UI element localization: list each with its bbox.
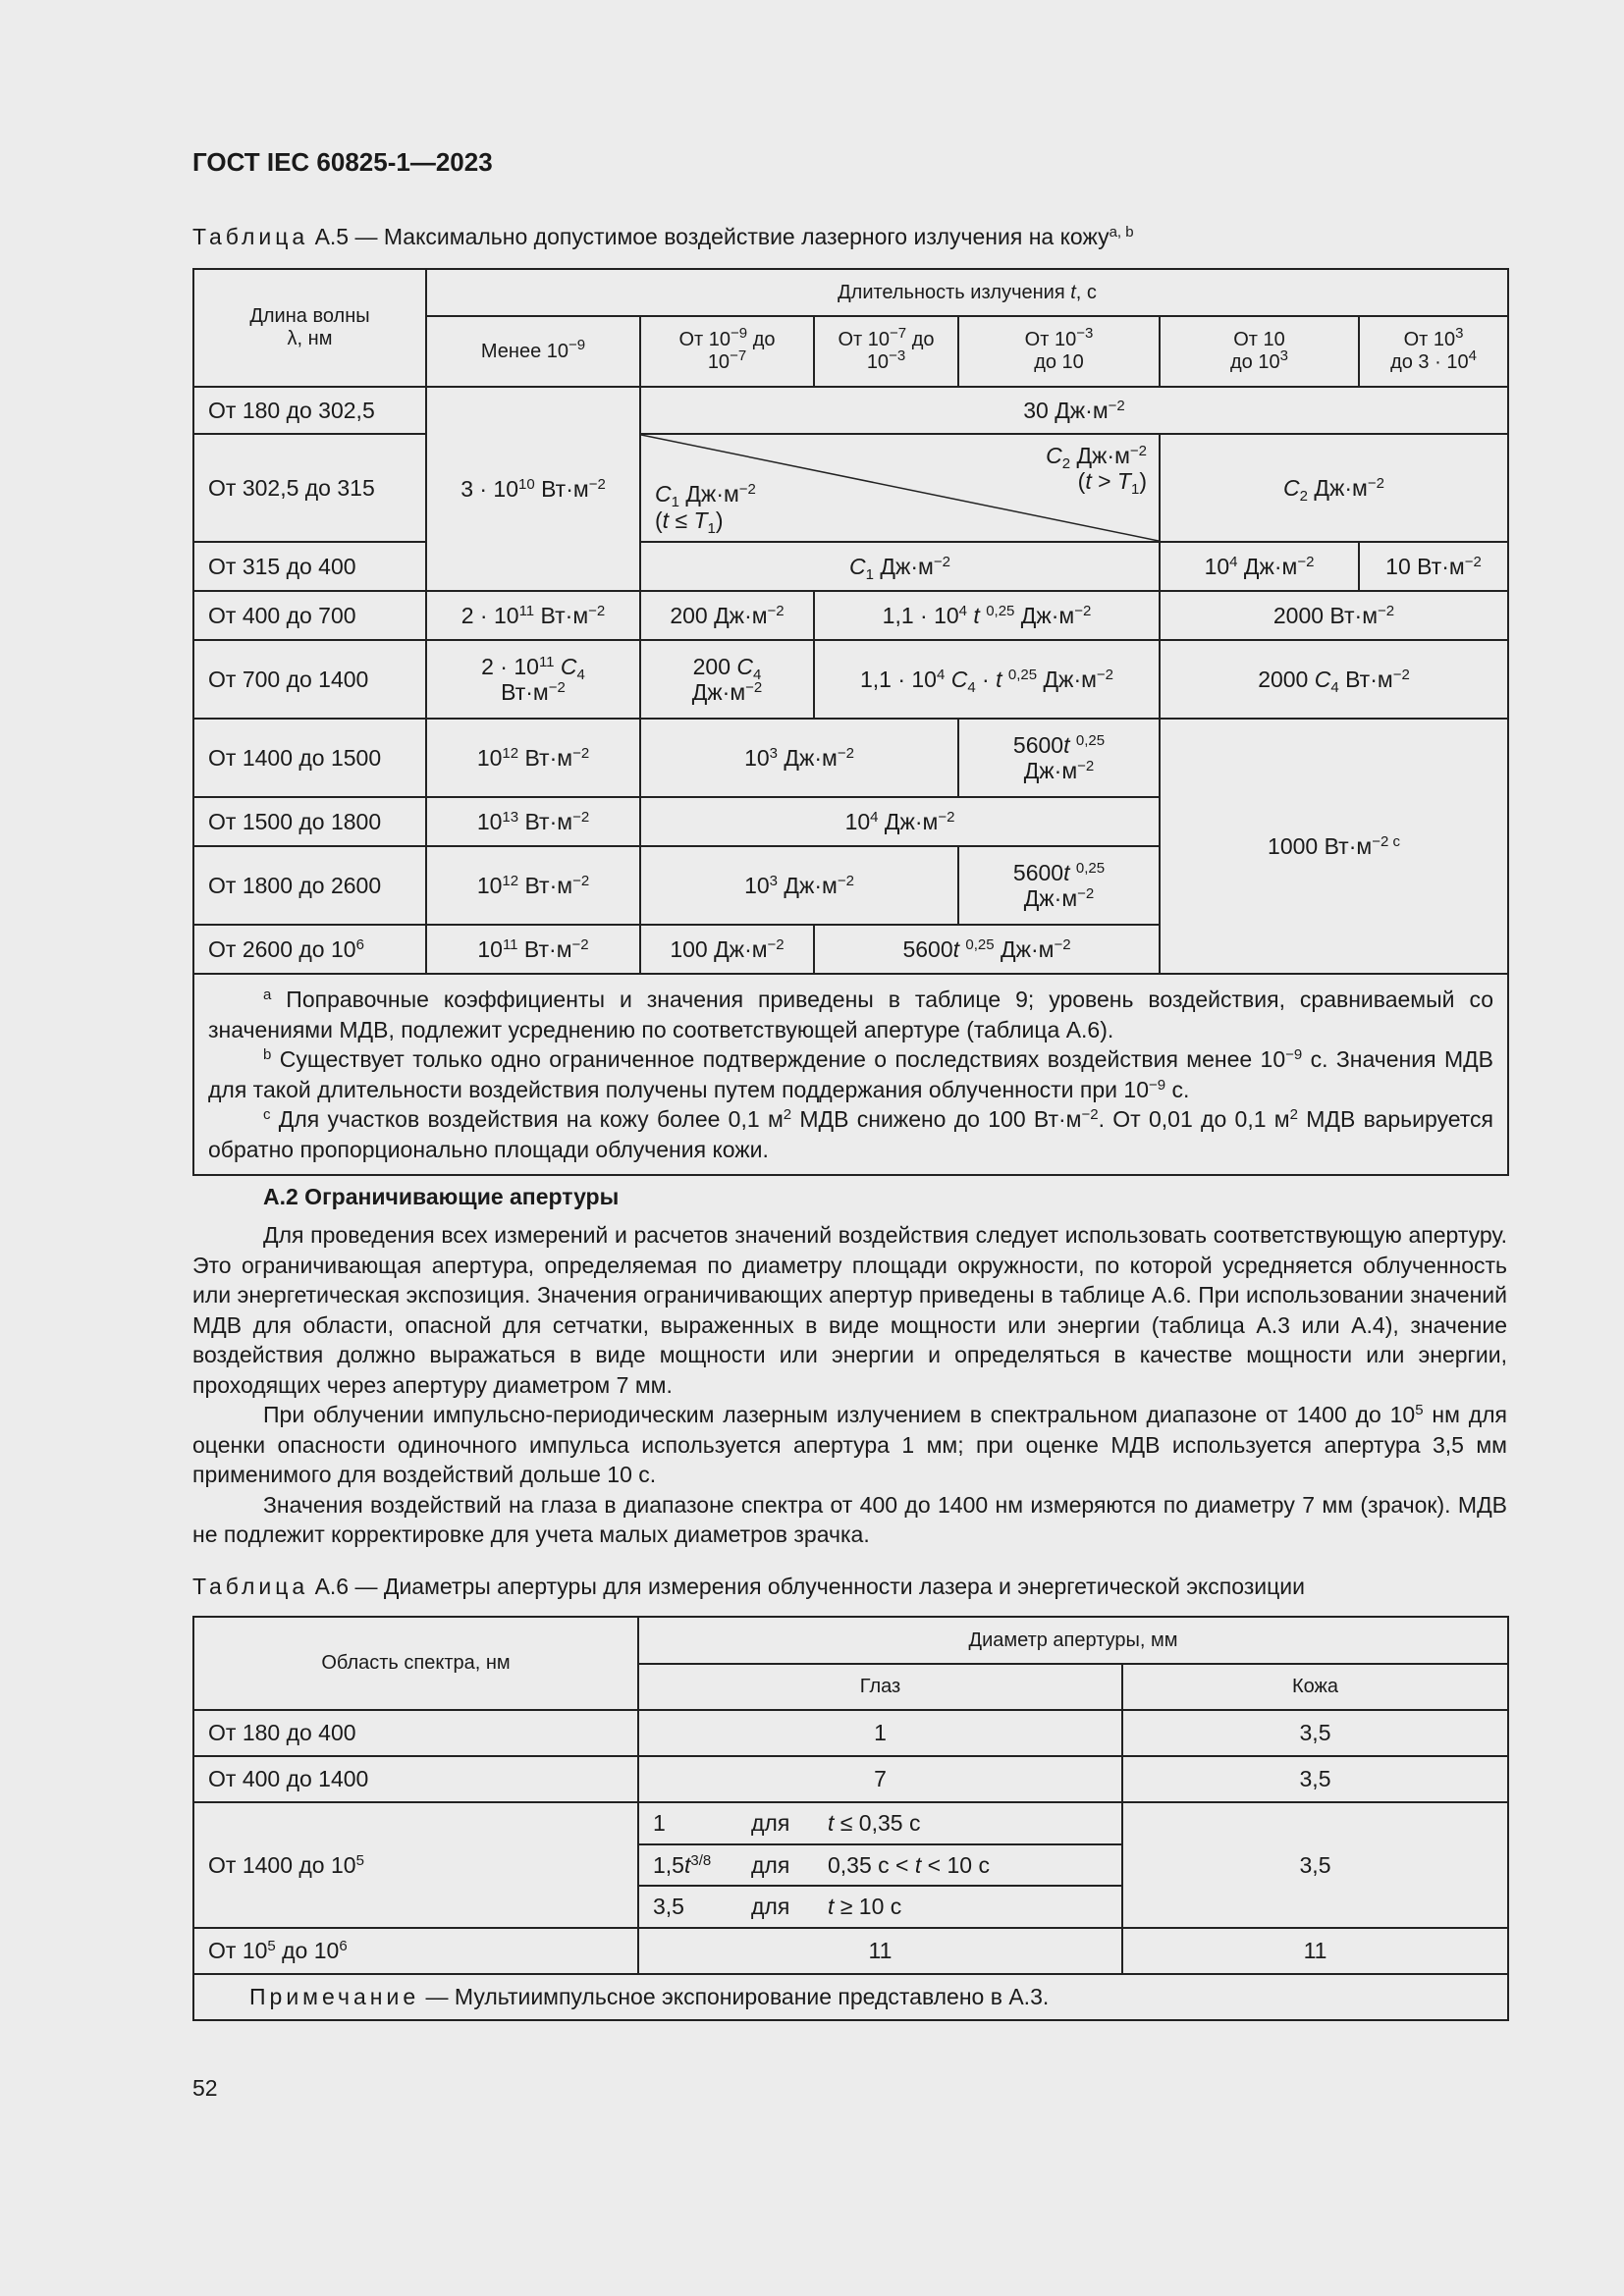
- cell-value: $3 \cdot 10^{10}$ $Вт\cdot м^{-2}$: [426, 387, 640, 591]
- range-6: От $10^3$ до $3 \cdot 10^4$: [1359, 316, 1508, 387]
- cell-value: $1,1 \cdot 10^4$ t $^{0,25}$ $Дж\cdot м^{-2}$: [814, 591, 1160, 640]
- row-label: От 1500 до 1800: [193, 797, 426, 846]
- cell-value: 10 $Вт\cdot м^{-2}$: [1359, 542, 1508, 591]
- row-label: От 400 до 1400: [193, 1756, 638, 1802]
- header-region: Область спектра, нм: [193, 1617, 638, 1710]
- cell-value: для: [737, 1803, 814, 1844]
- header-wavelength: Длина волны λ, нм: [193, 269, 426, 387]
- cell-value: 11: [1122, 1928, 1508, 1974]
- row-label: От 1400 до $10^5$: [193, 1802, 638, 1928]
- cell-value: 100 $Дж\cdot м^{-2}$: [640, 925, 814, 974]
- range-3: От $10^{-7}$ до $10^{-3}$: [814, 316, 958, 387]
- table-note: Примечание — Мультиимпульсное экспонирование представлено в А.3.: [193, 1974, 1508, 2020]
- cell-value: 200 $Дж\cdot м^{-2}$: [640, 591, 814, 640]
- section-title: А.2 Ограничивающие апертуры: [263, 1184, 620, 1209]
- cell-value: $C_2$ $Дж\cdot м^{-2}$ $(t > T_1)$: [1046, 443, 1147, 499]
- cell-value: 2000 $C_4$ $Вт\cdot м^{-2}$: [1160, 640, 1508, 719]
- range-1: Менее $10^{-9}$: [426, 316, 640, 387]
- row-label: От 302,5 до 315: [193, 434, 426, 542]
- cell-value: t ≤ 0,35 с: [814, 1803, 1121, 1844]
- cell-value: 5600t $^{0,25}$ $Дж\cdot м^{-2}$: [958, 846, 1160, 925]
- cell-value: 3,5: [1122, 1802, 1508, 1928]
- diagonal-cell: [640, 434, 1160, 542]
- paragraph: Значения воздействий на глаза в диапазоне спектра от 400 до 1400 нм измеряются по диаметру 7 мм (зрачок). МДВ не подлежит корректировке для учета малых диаметров зрачка.: [192, 1491, 1507, 1547]
- cell-value: 1000 $Вт\cdot м^{-2 c}$: [1160, 719, 1508, 974]
- section-body: [192, 1220, 1507, 1550]
- sub-table: [639, 1803, 1121, 1927]
- header-eye: Глаз: [638, 1664, 1122, 1710]
- cell-value: t ≥ 10 с: [828, 1894, 902, 1920]
- cell-value: $10^3$ $Дж\cdot м^{-2}$: [640, 846, 958, 925]
- cell-value: 200 $C_4$ $Дж\cdot м^{-2}$: [640, 640, 814, 719]
- row-label: От 1800 до 2600: [193, 846, 426, 925]
- cell-value: $2 \cdot 10^{11}$ $Вт\cdot м^{-2}$: [426, 591, 640, 640]
- row-label: От 180 до 400: [193, 1710, 638, 1756]
- cell-value: $1,5t^{3/8}$: [639, 1844, 737, 1886]
- footnote-a: $^a$ Поправочные коэффициенты и значения приведены в таблице 9; уровень воздействия, сравниваемый со значениями МДВ, подлежит усреднению по соответствующей апертуре (таблица А.6).: [208, 987, 1494, 1042]
- paragraph: Для проведения всех измерений и расчетов значений воздействия следует использовать соответствующую апертуру. Это ограничивающая апертура, определяемая по диаметру площади окружности, по которой усредняется облученность или энергетическая экспозиция. Значения ограничивающих апертур приведены в таблице А.6. При использовании значений МДВ для области, опасной для сетчатки, выраженных в виде мощности или энергии (таблица А.3 или А.4), значение воздействия должно выражаться в виде мощности или энергии и определяться в качестве мощности или энергии, проходящих через апертуру диаметром 7 мм.: [192, 1222, 1507, 1398]
- cell-value: $10^{11}$ $Вт\cdot м^{-2}$: [426, 925, 640, 974]
- table-a6: [192, 1616, 1509, 2021]
- row-label: От 2600 до $10^6$: [193, 925, 426, 974]
- footnote-b: $^b$ Существует только одно ограниченное подтверждение о последствиях воздействия менее $10^{-9}$ с. Значения МДВ для такой длительности воздействия получены путем поддержания облученности при $10^{-9}$ с.: [208, 1046, 1494, 1102]
- document-header: ГОСТ IEC 60825-1—2023: [192, 147, 493, 177]
- cell-value: 1: [639, 1803, 737, 1844]
- page-number: 52: [192, 2075, 218, 2101]
- cell-value: 5600t $^{0,25}$ $Дж\cdot м^{-2}$: [958, 719, 1160, 797]
- table-a5: [192, 268, 1509, 1176]
- cell-value: 3,5: [1122, 1756, 1508, 1802]
- row-label: От 315 до 400: [193, 542, 426, 591]
- cell-value: $C_1$ $Дж\cdot м^{-2}$: [640, 542, 1160, 591]
- cell-value: 30 $Дж\cdot м^{-2}$: [640, 387, 1508, 434]
- row-label: От 180 до 302,5: [193, 387, 426, 434]
- cell-value: $10^{12}$ $Вт\cdot м^{-2}$: [426, 846, 640, 925]
- cell-value: 5600t $^{0,25}$ $Дж\cdot м^{-2}$: [814, 925, 1160, 974]
- range-5: От 10 до $10^3$: [1160, 316, 1359, 387]
- row-label: От $10^5$ до $10^6$: [193, 1928, 638, 1974]
- cell-value: $10^{12}$ $Вт\cdot м^{-2}$: [426, 719, 640, 797]
- cell-value: 7: [638, 1756, 1122, 1802]
- cell-value: $10^3$ $Дж\cdot м^{-2}$: [640, 719, 958, 797]
- cell-value: 2000 $Вт\cdot м^{-2}$: [1160, 591, 1508, 640]
- cell-value: 0,35 с < t < 10 с: [814, 1844, 1121, 1886]
- cell-value: 3,5: [1122, 1710, 1508, 1756]
- footnote-c: $^c$ Для участков воздействия на кожу более 0,1 $м^2$ МДВ снижено до 100 $Вт\cdot м^{-2}$. От 0,01 до 0,1 $м^2$ МДВ варьируется обратно пропорционально площади облучения кожи.: [208, 1106, 1494, 1162]
- paragraph: При облучении импульсно-периодическим лазерным излучением в спектральном диапазоне от 1400 до $10^5$ нм для оценки опасности одиночного импульса используется апертура 1 мм; при оценке МДВ используется апертура 3,5 мм применимого для воздействий дольше 10 с.: [192, 1402, 1507, 1487]
- cell-value: $10^4$ $Дж\cdot м^{-2}$: [640, 797, 1160, 846]
- row-label: От 400 до 700: [193, 591, 426, 640]
- row-label: От 700 до 1400: [193, 640, 426, 719]
- cell-value: $1,1 \cdot 10^4$ $C_4 \cdot t$ $^{0,25}$ $Дж\cdot м^{-2}$: [814, 640, 1160, 719]
- cell-value: $10^{13}$ $Вт\cdot м^{-2}$: [426, 797, 640, 846]
- header-duration: Длительность излучения t, с: [426, 269, 1508, 316]
- range-4: От $10^{-3}$ до 10: [958, 316, 1160, 387]
- cell-value: $10^4$ $Дж\cdot м^{-2}$: [1160, 542, 1359, 591]
- table-a5-caption: Таблица А.5 — Максимально допустимое воздействие лазерного излучения на кожу$^{a, b}$: [192, 224, 1134, 249]
- table-a6-caption: Таблица А.6 — Диаметры апертуры для измерения облученности лазера и энергетической экспозиции: [192, 1574, 1305, 1599]
- cell-value: $C_2$ $Дж\cdot м^{-2}$: [1160, 434, 1508, 542]
- footnotes: [193, 974, 1508, 1175]
- cell-value: 11: [638, 1928, 1122, 1974]
- row-label: От 1400 до 1500: [193, 719, 426, 797]
- cell-value: 1: [638, 1710, 1122, 1756]
- header-diameter: Диаметр апертуры, мм: [638, 1617, 1508, 1664]
- sub-table-cell: [638, 1802, 1122, 1928]
- cell-value: $C_1$ $Дж\cdot м^{-2}$ $(t \le T_1)$: [655, 481, 756, 537]
- cell-value: $2 \cdot 10^{11}$ $C_4$ $Вт\cdot м^{-2}$: [426, 640, 640, 719]
- range-2: От $10^{-9}$ до $10^{-7}$: [640, 316, 814, 387]
- cell-value: 3,5: [653, 1894, 684, 1920]
- header-skin: Кожа: [1122, 1664, 1508, 1710]
- cell-value: для: [737, 1844, 814, 1886]
- cell-value: для: [751, 1894, 790, 1920]
